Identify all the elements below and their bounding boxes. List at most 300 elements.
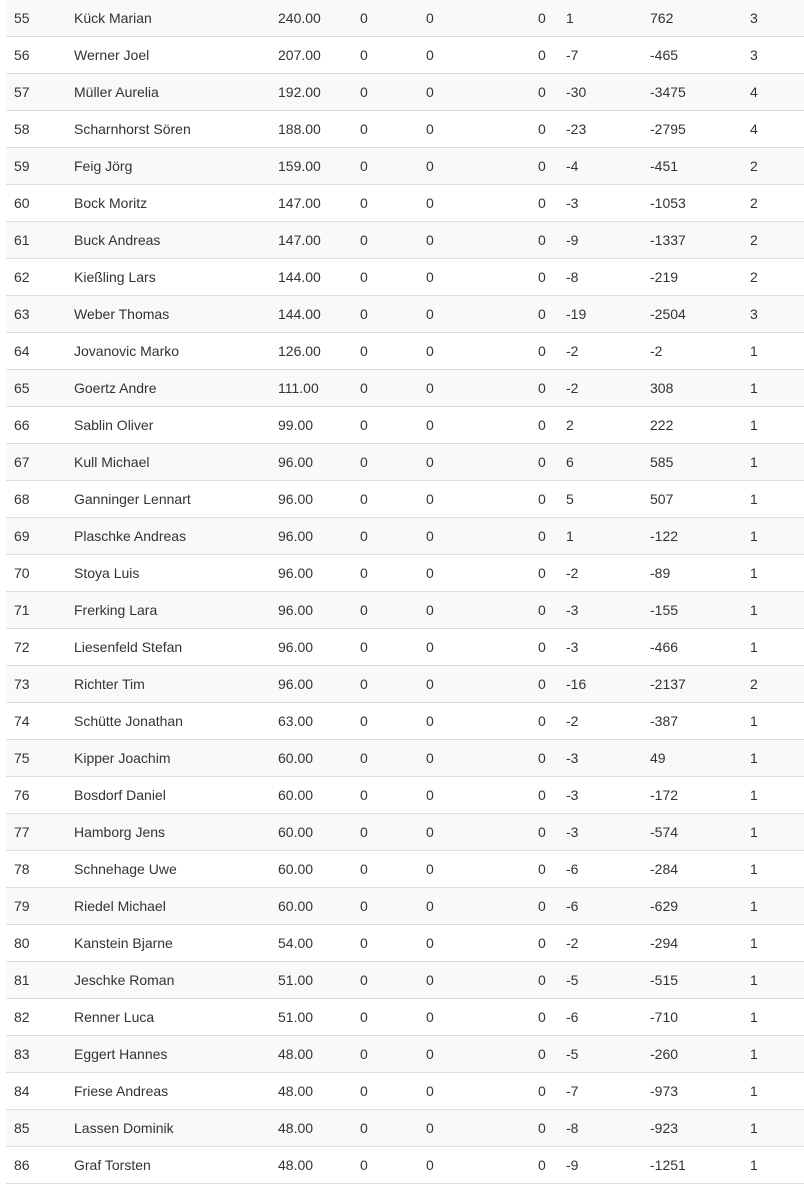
player-name-cell: Kießling Lars	[74, 269, 156, 285]
stat-b-cell: 0	[426, 639, 434, 655]
stat-c-cell: 0	[538, 750, 546, 766]
sum-cell: -923	[650, 1120, 679, 1136]
difference-cell: -3	[566, 750, 579, 766]
points-cell: 96.00	[278, 454, 314, 470]
stat-c-cell: 0	[538, 1046, 546, 1062]
stat-a-cell: 0	[360, 602, 368, 618]
stat-b-cell: 0	[426, 158, 434, 174]
difference-cell: -6	[566, 898, 579, 914]
table-row	[6, 333, 804, 370]
rank-cell: 84	[14, 1083, 30, 1099]
table-row	[6, 555, 804, 592]
stat-a-cell: 0	[360, 380, 368, 396]
player-name-cell: Goertz Andre	[74, 380, 157, 396]
difference-cell: 1	[566, 10, 574, 26]
player-name-cell: Graf Torsten	[74, 1157, 151, 1173]
difference-cell: -3	[566, 195, 579, 211]
stat-b-cell: 0	[426, 121, 434, 137]
table-row	[6, 37, 804, 74]
table-row	[6, 740, 804, 777]
rank-cell: 56	[14, 47, 30, 63]
table-row	[6, 1147, 804, 1184]
points-cell: 96.00	[278, 528, 314, 544]
table-row	[6, 666, 804, 703]
stat-b-cell: 0	[426, 306, 434, 322]
difference-cell: -30	[566, 84, 587, 100]
rank-cell: 71	[14, 602, 30, 618]
stat-a-cell: 0	[360, 195, 368, 211]
points-cell: 51.00	[278, 1009, 314, 1025]
stat-c-cell: 0	[538, 639, 546, 655]
stat-c-cell: 0	[538, 232, 546, 248]
stat-a-cell: 0	[360, 269, 368, 285]
stat-a-cell: 0	[360, 676, 368, 692]
player-name-cell: Liesenfeld Stefan	[74, 639, 183, 655]
difference-cell: -8	[566, 1120, 579, 1136]
sum-cell: -1251	[650, 1157, 686, 1173]
difference-cell: -7	[566, 1083, 579, 1099]
games-cell: 1	[750, 565, 758, 581]
points-cell: 144.00	[278, 269, 321, 285]
sum-cell: -574	[650, 824, 679, 840]
points-cell: 126.00	[278, 343, 321, 359]
rank-cell: 85	[14, 1120, 30, 1136]
points-cell: 60.00	[278, 898, 314, 914]
rank-cell: 77	[14, 824, 30, 840]
stat-c-cell: 0	[538, 269, 546, 285]
difference-cell: 2	[566, 417, 574, 433]
games-cell: 1	[750, 713, 758, 729]
stat-c-cell: 0	[538, 121, 546, 137]
stat-a-cell: 0	[360, 824, 368, 840]
difference-cell: -3	[566, 824, 579, 840]
table-row	[6, 1110, 804, 1147]
stat-b-cell: 0	[426, 343, 434, 359]
games-cell: 3	[750, 47, 758, 63]
stat-b-cell: 0	[426, 528, 434, 544]
stat-b-cell: 0	[426, 824, 434, 840]
points-cell: 60.00	[278, 824, 314, 840]
stat-b-cell: 0	[426, 972, 434, 988]
stat-b-cell: 0	[426, 1046, 434, 1062]
player-name-cell: Kipper Joachim	[74, 750, 171, 766]
stat-a-cell: 0	[360, 1009, 368, 1025]
games-cell: 1	[750, 454, 758, 470]
rank-cell: 66	[14, 417, 30, 433]
rank-cell: 68	[14, 491, 30, 507]
games-cell: 1	[750, 1083, 758, 1099]
stat-c-cell: 0	[538, 565, 546, 581]
points-cell: 60.00	[278, 787, 314, 803]
stat-b-cell: 0	[426, 1120, 434, 1136]
player-name-cell: Friese Andreas	[74, 1083, 169, 1099]
stat-b-cell: 0	[426, 1157, 434, 1173]
points-cell: 99.00	[278, 417, 314, 433]
sum-cell: -515	[650, 972, 679, 988]
points-cell: 60.00	[278, 861, 314, 877]
rank-cell: 59	[14, 158, 30, 174]
player-name-cell: Feig Jörg	[74, 158, 133, 174]
stat-a-cell: 0	[360, 47, 368, 63]
sum-cell: -219	[650, 269, 679, 285]
table-row	[6, 888, 804, 925]
difference-cell: -5	[566, 972, 579, 988]
table-row	[6, 222, 804, 259]
points-cell: 159.00	[278, 158, 321, 174]
stat-a-cell: 0	[360, 861, 368, 877]
stat-b-cell: 0	[426, 713, 434, 729]
difference-cell: -2	[566, 343, 579, 359]
stat-c-cell: 0	[538, 602, 546, 618]
games-cell: 1	[750, 343, 758, 359]
rank-cell: 82	[14, 1009, 30, 1025]
stat-c-cell: 0	[538, 1120, 546, 1136]
stat-c-cell: 0	[538, 380, 546, 396]
sum-cell: -260	[650, 1046, 679, 1062]
stat-a-cell: 0	[360, 565, 368, 581]
stat-a-cell: 0	[360, 121, 368, 137]
difference-cell: -9	[566, 232, 579, 248]
stat-c-cell: 0	[538, 306, 546, 322]
stat-b-cell: 0	[426, 861, 434, 877]
player-name-cell: Richter Tim	[74, 676, 145, 692]
rank-cell: 67	[14, 454, 30, 470]
sum-cell: -973	[650, 1083, 679, 1099]
stat-c-cell: 0	[538, 158, 546, 174]
difference-cell: -19	[566, 306, 587, 322]
difference-cell: -3	[566, 639, 579, 655]
rank-cell: 70	[14, 565, 30, 581]
sum-cell: -2504	[650, 306, 686, 322]
rank-cell: 72	[14, 639, 30, 655]
sum-cell: -3475	[650, 84, 686, 100]
games-cell: 1	[750, 1046, 758, 1062]
player-name-cell: Kanstein Bjarne	[74, 935, 173, 951]
stat-c-cell: 0	[538, 935, 546, 951]
points-cell: 240.00	[278, 10, 321, 26]
stat-c-cell: 0	[538, 713, 546, 729]
difference-cell: -16	[566, 676, 587, 692]
difference-cell: 6	[566, 454, 574, 470]
stat-a-cell: 0	[360, 528, 368, 544]
stat-c-cell: 0	[538, 824, 546, 840]
table-row	[6, 518, 804, 555]
sum-cell: -172	[650, 787, 679, 803]
player-name-cell: Buck Andreas	[74, 232, 161, 248]
stat-a-cell: 0	[360, 1120, 368, 1136]
games-cell: 1	[750, 417, 758, 433]
stat-b-cell: 0	[426, 676, 434, 692]
sum-cell: -466	[650, 639, 679, 655]
stat-c-cell: 0	[538, 84, 546, 100]
rank-cell: 55	[14, 10, 30, 26]
stat-a-cell: 0	[360, 84, 368, 100]
points-cell: 147.00	[278, 195, 321, 211]
sum-cell: -2795	[650, 121, 686, 137]
rank-cell: 75	[14, 750, 30, 766]
difference-cell: -2	[566, 565, 579, 581]
rank-cell: 73	[14, 676, 30, 692]
rank-cell: 79	[14, 898, 30, 914]
points-cell: 188.00	[278, 121, 321, 137]
table-row	[6, 296, 804, 333]
points-cell: 51.00	[278, 972, 314, 988]
stat-c-cell: 0	[538, 454, 546, 470]
stat-a-cell: 0	[360, 972, 368, 988]
player-name-cell: Frerking Lara	[74, 602, 158, 618]
games-cell: 1	[750, 898, 758, 914]
stat-c-cell: 0	[538, 417, 546, 433]
stat-c-cell: 0	[538, 787, 546, 803]
stat-a-cell: 0	[360, 787, 368, 803]
table-row	[6, 777, 804, 814]
player-name-cell: Müller Aurelia	[74, 84, 159, 100]
stat-c-cell: 0	[538, 1157, 546, 1173]
points-cell: 60.00	[278, 750, 314, 766]
sum-cell: 507	[650, 491, 674, 507]
sum-cell: -284	[650, 861, 679, 877]
stat-a-cell: 0	[360, 232, 368, 248]
rank-cell: 60	[14, 195, 30, 211]
games-cell: 1	[750, 1120, 758, 1136]
player-name-cell: Hamborg Jens	[74, 824, 166, 840]
player-name-cell: Stoya Luis	[74, 565, 140, 581]
sum-cell: 49	[650, 750, 666, 766]
stat-a-cell: 0	[360, 343, 368, 359]
rank-cell: 64	[14, 343, 30, 359]
table-row	[6, 259, 804, 296]
stat-c-cell: 0	[538, 47, 546, 63]
stat-a-cell: 0	[360, 1083, 368, 1099]
table-row	[6, 370, 804, 407]
sum-cell: -89	[650, 565, 671, 581]
sum-cell: -2137	[650, 676, 686, 692]
sum-cell: -2	[650, 343, 663, 359]
stat-a-cell: 0	[360, 454, 368, 470]
difference-cell: -8	[566, 269, 579, 285]
difference-cell: -3	[566, 787, 579, 803]
rank-cell: 65	[14, 380, 30, 396]
sum-cell: -629	[650, 898, 679, 914]
player-name-cell: Bosdorf Daniel	[74, 787, 166, 803]
difference-cell: 5	[566, 491, 574, 507]
difference-cell: -6	[566, 861, 579, 877]
table-row	[6, 851, 804, 888]
rank-cell: 58	[14, 121, 30, 137]
difference-cell: -2	[566, 935, 579, 951]
player-name-cell: Scharnhorst Sören	[74, 121, 191, 137]
games-cell: 1	[750, 602, 758, 618]
rank-cell: 80	[14, 935, 30, 951]
difference-cell: -23	[566, 121, 587, 137]
games-cell: 1	[750, 972, 758, 988]
games-cell: 2	[750, 232, 758, 248]
stat-a-cell: 0	[360, 1046, 368, 1062]
stat-a-cell: 0	[360, 1157, 368, 1173]
sum-cell: 222	[650, 417, 674, 433]
rank-cell: 74	[14, 713, 30, 729]
games-cell: 2	[750, 195, 758, 211]
difference-cell: -2	[566, 713, 579, 729]
sum-cell: -1053	[650, 195, 686, 211]
stat-a-cell: 0	[360, 935, 368, 951]
points-cell: 147.00	[278, 232, 321, 248]
games-cell: 3	[750, 10, 758, 26]
games-cell: 1	[750, 824, 758, 840]
points-cell: 54.00	[278, 935, 314, 951]
rank-cell: 69	[14, 528, 30, 544]
player-name-cell: Plaschke Andreas	[74, 528, 187, 544]
player-name-cell: Riedel Michael	[74, 898, 166, 914]
stat-b-cell: 0	[426, 10, 434, 26]
sum-cell: -122	[650, 528, 679, 544]
rank-cell: 61	[14, 232, 30, 248]
stat-b-cell: 0	[426, 417, 434, 433]
difference-cell: -4	[566, 158, 579, 174]
stat-a-cell: 0	[360, 639, 368, 655]
stat-b-cell: 0	[426, 787, 434, 803]
games-cell: 1	[750, 491, 758, 507]
games-cell: 1	[750, 380, 758, 396]
rank-cell: 81	[14, 972, 30, 988]
table-row	[6, 592, 804, 629]
points-cell: 96.00	[278, 491, 314, 507]
points-cell: 48.00	[278, 1157, 314, 1173]
player-name-cell: Kück Marian	[74, 10, 152, 26]
sum-cell: -294	[650, 935, 679, 951]
table-row	[6, 74, 804, 111]
stat-c-cell: 0	[538, 972, 546, 988]
player-name-cell: Kull Michael	[74, 454, 150, 470]
sum-cell: -465	[650, 47, 679, 63]
rank-cell: 86	[14, 1157, 30, 1173]
games-cell: 3	[750, 306, 758, 322]
sum-cell: 762	[650, 10, 674, 26]
stat-a-cell: 0	[360, 158, 368, 174]
games-cell: 1	[750, 750, 758, 766]
games-cell: 2	[750, 158, 758, 174]
stat-c-cell: 0	[538, 491, 546, 507]
stat-c-cell: 0	[538, 861, 546, 877]
stat-c-cell: 0	[538, 528, 546, 544]
stat-b-cell: 0	[426, 47, 434, 63]
player-name-cell: Sablin Oliver	[74, 417, 154, 433]
player-name-cell: Schütte Jonathan	[74, 713, 183, 729]
stat-c-cell: 0	[538, 10, 546, 26]
rank-cell: 78	[14, 861, 30, 877]
player-name-cell: Eggert Hannes	[74, 1046, 168, 1062]
games-cell: 4	[750, 84, 758, 100]
table-row	[6, 1073, 804, 1110]
stat-c-cell: 0	[538, 898, 546, 914]
player-name-cell: Bock Moritz	[74, 195, 148, 211]
stat-b-cell: 0	[426, 454, 434, 470]
sum-cell: -387	[650, 713, 679, 729]
stat-a-cell: 0	[360, 713, 368, 729]
stat-b-cell: 0	[426, 935, 434, 951]
stat-c-cell: 0	[538, 343, 546, 359]
points-cell: 63.00	[278, 713, 314, 729]
player-name-cell: Ganninger Lennart	[74, 491, 191, 507]
difference-cell: -7	[566, 47, 579, 63]
sum-cell: -155	[650, 602, 679, 618]
stat-b-cell: 0	[426, 195, 434, 211]
sum-cell: -710	[650, 1009, 679, 1025]
stat-a-cell: 0	[360, 898, 368, 914]
stat-a-cell: 0	[360, 491, 368, 507]
points-cell: 96.00	[278, 639, 314, 655]
table-row	[6, 0, 804, 37]
player-name-cell: Renner Luca	[74, 1009, 155, 1025]
sum-cell: 585	[650, 454, 674, 470]
stat-b-cell: 0	[426, 1083, 434, 1099]
ranking-table	[6, 0, 804, 1184]
stat-a-cell: 0	[360, 750, 368, 766]
stat-c-cell: 0	[538, 676, 546, 692]
stat-c-cell: 0	[538, 1083, 546, 1099]
stat-a-cell: 0	[360, 306, 368, 322]
table-row	[6, 444, 804, 481]
points-cell: 111.00	[278, 380, 319, 396]
points-cell: 48.00	[278, 1083, 314, 1099]
table-row	[6, 999, 804, 1036]
stat-b-cell: 0	[426, 565, 434, 581]
table-row	[6, 407, 804, 444]
stat-b-cell: 0	[426, 898, 434, 914]
rank-cell: 76	[14, 787, 30, 803]
stat-b-cell: 0	[426, 84, 434, 100]
player-name-cell: Lassen Dominik	[74, 1120, 174, 1136]
games-cell: 2	[750, 269, 758, 285]
games-cell: 1	[750, 1157, 758, 1173]
table-row	[6, 629, 804, 666]
points-cell: 48.00	[278, 1046, 314, 1062]
player-name-cell: Weber Thomas	[74, 306, 170, 322]
stat-b-cell: 0	[426, 602, 434, 618]
games-cell: 1	[750, 528, 758, 544]
table-row	[6, 1036, 804, 1073]
points-cell: 96.00	[278, 602, 314, 618]
points-cell: 192.00	[278, 84, 321, 100]
stat-c-cell: 0	[538, 1009, 546, 1025]
sum-cell: -451	[650, 158, 679, 174]
player-name-cell: Jeschke Roman	[74, 972, 175, 988]
stat-b-cell: 0	[426, 232, 434, 248]
rank-cell: 83	[14, 1046, 30, 1062]
stat-b-cell: 0	[426, 491, 434, 507]
sum-cell: 308	[650, 380, 674, 396]
stat-c-cell: 0	[538, 195, 546, 211]
stat-b-cell: 0	[426, 269, 434, 285]
player-name-cell: Schnehage Uwe	[74, 861, 177, 877]
games-cell: 1	[750, 787, 758, 803]
difference-cell: -3	[566, 602, 579, 618]
stat-b-cell: 0	[426, 380, 434, 396]
difference-cell: 1	[566, 528, 574, 544]
rank-cell: 63	[14, 306, 30, 322]
difference-cell: -6	[566, 1009, 579, 1025]
table-row	[6, 148, 804, 185]
table-row	[6, 703, 804, 740]
stat-b-cell: 0	[426, 1009, 434, 1025]
stat-b-cell: 0	[426, 750, 434, 766]
player-name-cell: Jovanovic Marko	[74, 343, 180, 359]
table-row	[6, 481, 804, 518]
player-name-cell: Werner Joel	[74, 47, 150, 63]
points-cell: 48.00	[278, 1120, 314, 1136]
games-cell: 1	[750, 1009, 758, 1025]
table-row	[6, 111, 804, 148]
